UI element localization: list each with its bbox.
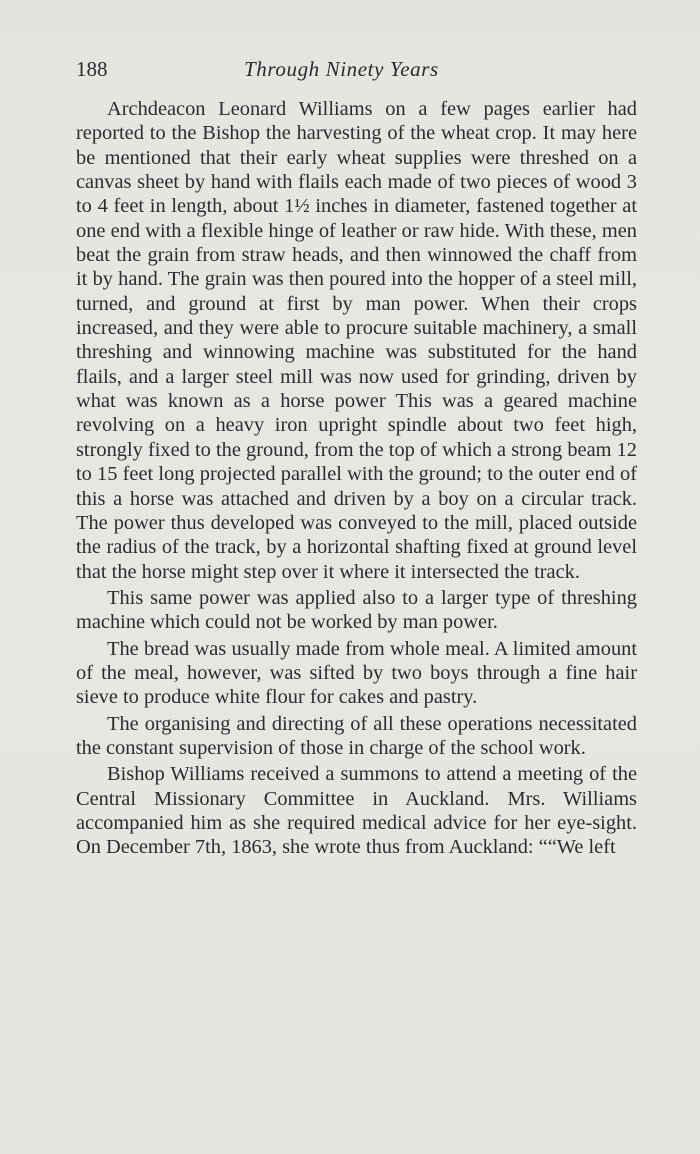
running-title: Through Ninety Years — [244, 57, 439, 81]
paragraph-4: The organising and directing of all these operations necessitated the constant supervision of those in charge of the school work. — [76, 712, 637, 759]
paragraph-2: This same power was applied also to a larger type of threshing machine which could not be worked by man power. — [76, 586, 637, 634]
page-number: 188 — [76, 57, 108, 81]
paragraph-3: The bread was usually made from whole meal. A limited amount of the meal, however, was sifted by two boys through a fine hair sieve to produce white flour for cakes and pastry. — [76, 637, 637, 709]
paragraph-1: Archdeacon Leonard Williams on a few pages earlier had reported to the Bishop the harvesting of the wheat crop. It may here be mentioned that their early wheat supplies were threshed on a canvas sheet by hand with flails each made of two pieces of wood 3 to 4 feet in length, about 1½ inches in diameter, fastened together at one end with a flexible hinge of leather or raw hide. With these, men beat the grain from straw heads, and then winnowed the chaff from it by hand. The grain was then poured into the hopper of a steel mill, turned, and ground at first by man power. When their crops increased, and they were able to procure suitable machinery, a small threshing and winnowing machine was substituted for the hand flails, and a larger steel mill was now used for grinding, driven by what was known as a horse power This was a geared machine revolving on a heavy iron upright spindle about two feet high, strongly fixed to the ground, from the top of which a strong beam 12 to 15 feet long projected parallel with the ground; to the outer end of this a horse was attached and driven by a boy on a circular track. The power thus developed was conveyed to the mill, placed outside the radius of the track, by a horizontal shafting fixed at ground level that the horse might step over it where it intersected the track. — [76, 98, 637, 583]
paragraph-5: Bishop Williams received a summons to attend a meeting of the Central Missionary Committee in Auckland. Mrs. Williams accompanied him as she required medical advice for her eye-sight. On December 7th, 1863, she wrote thus from Auckland: ““We left — [76, 763, 637, 859]
body-text — [76, 97, 637, 860]
